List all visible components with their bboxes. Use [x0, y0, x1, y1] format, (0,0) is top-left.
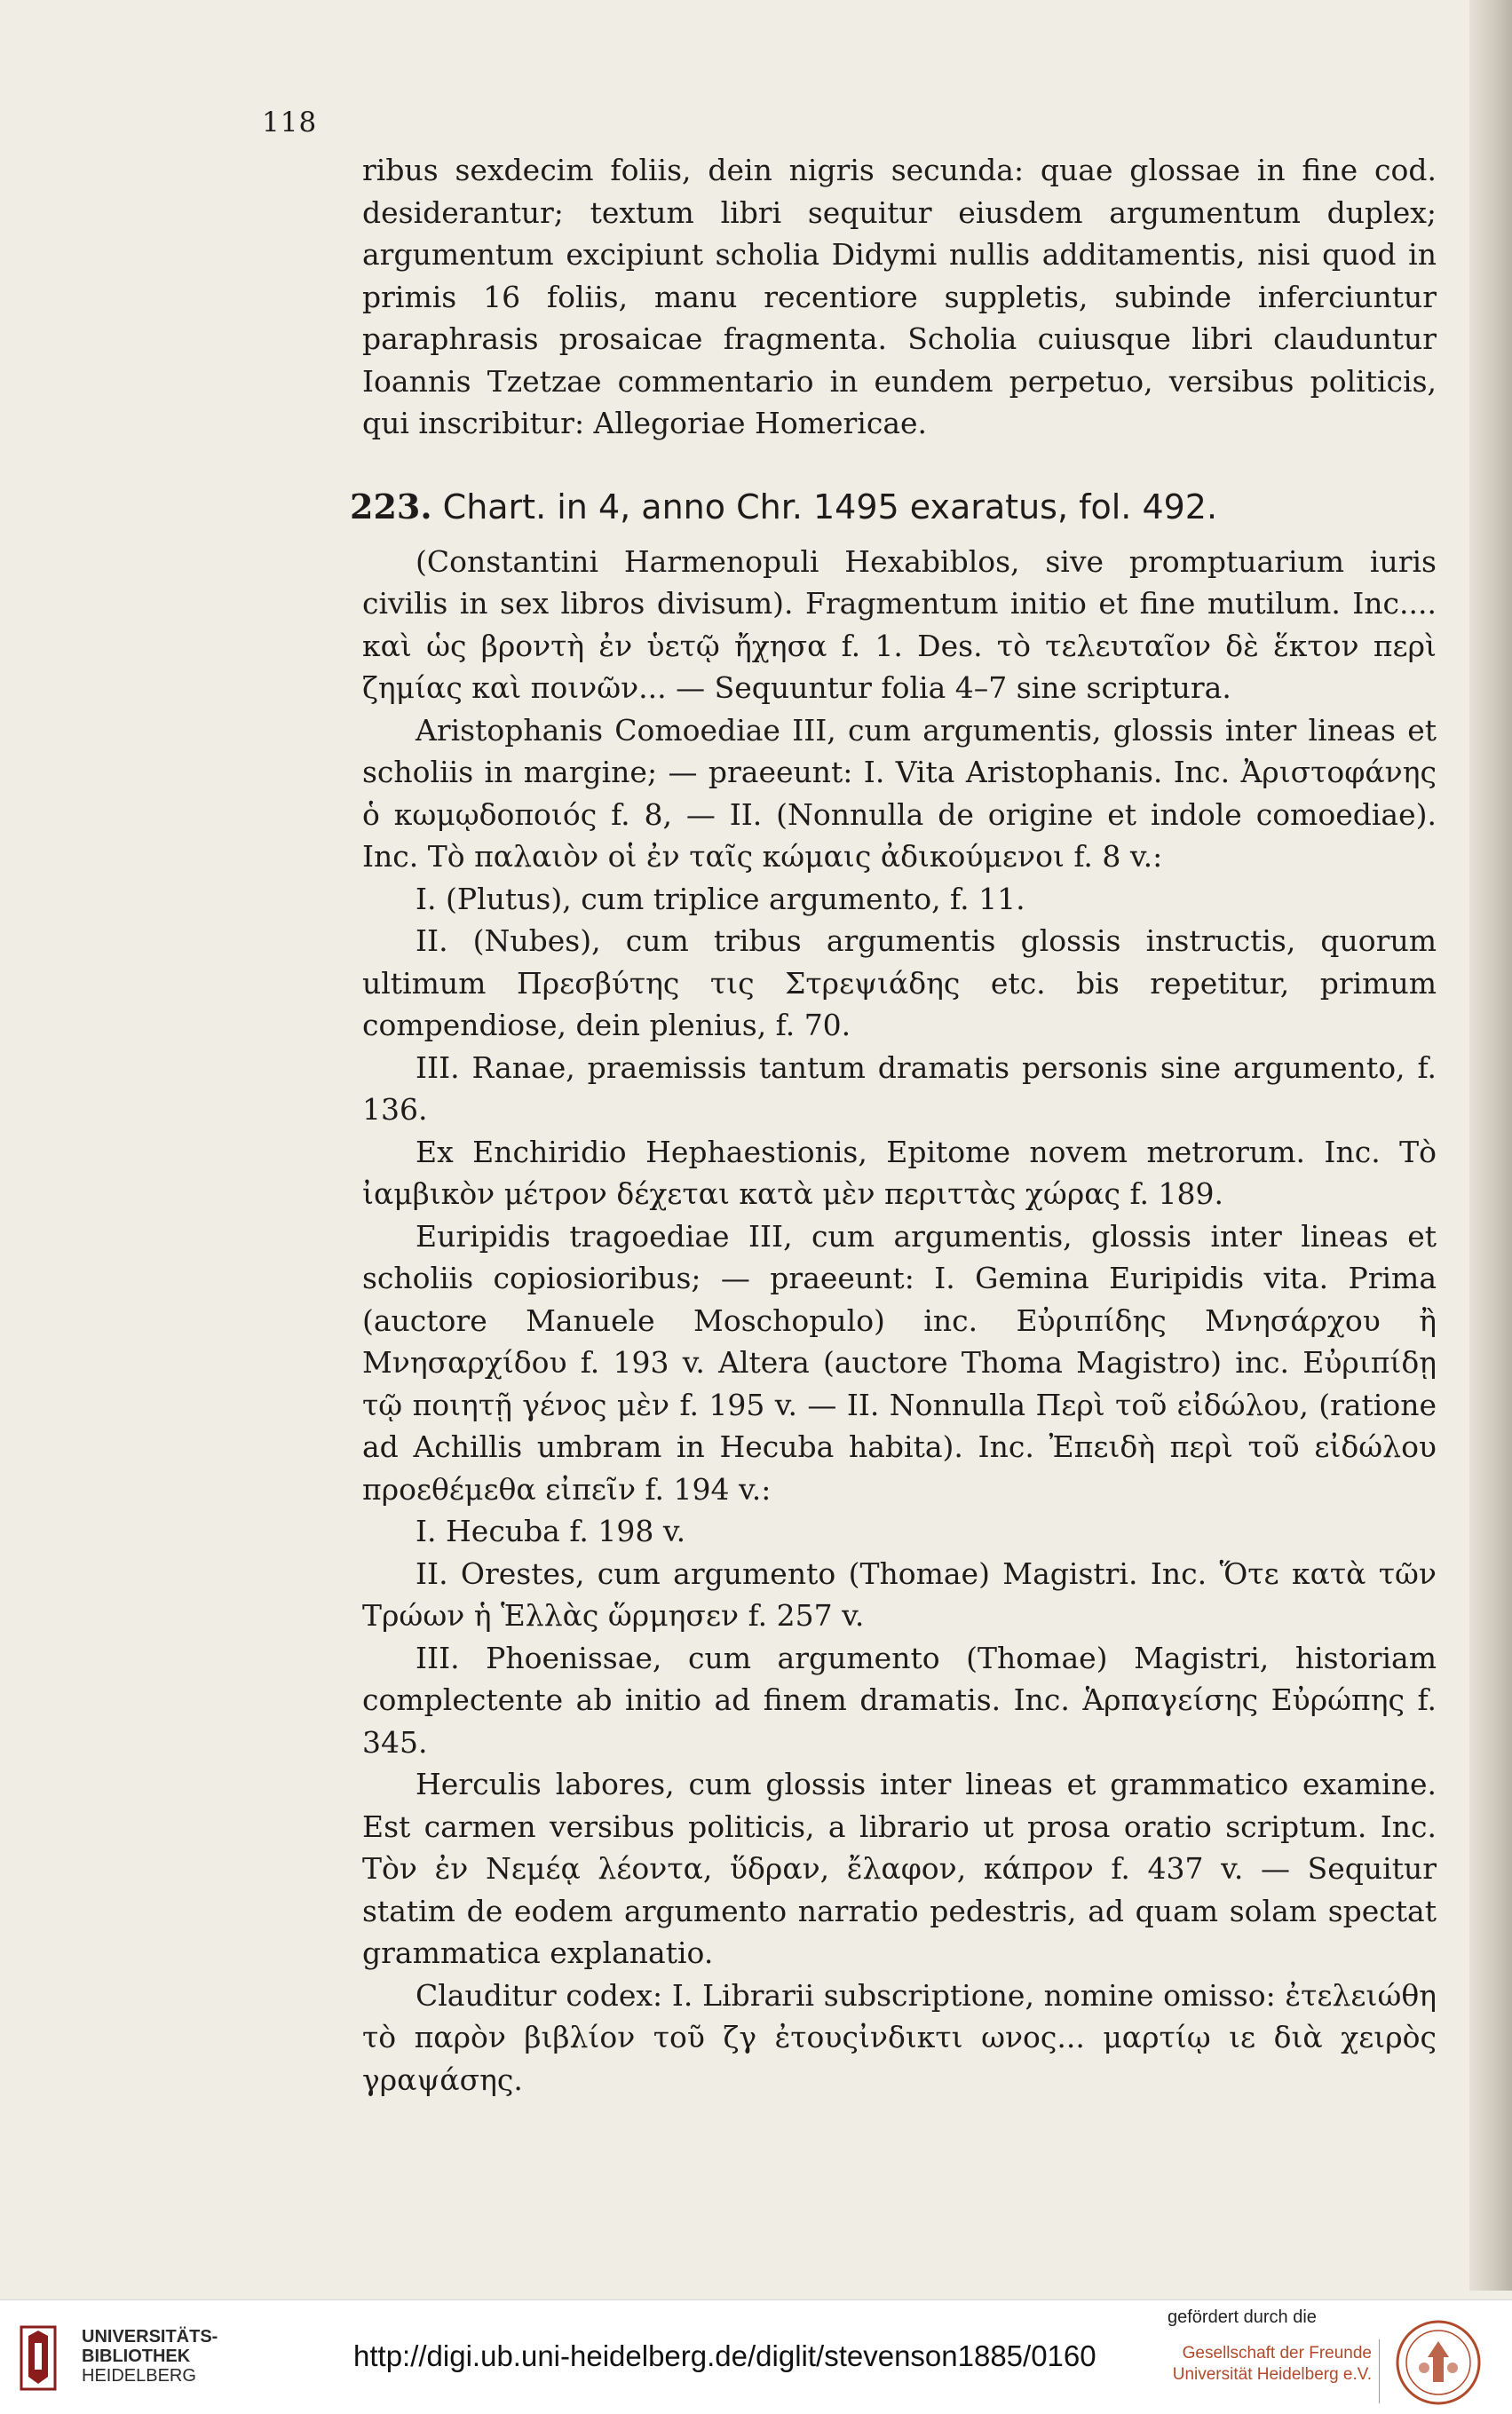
university-library-logo-icon: [20, 2323, 57, 2393]
paragraph-clauditur: Clauditur codex: I. Librarii subscriptione, nomine omisso: ἐτελειώθη τὸ παρὸν βιβλίον τοῦ ζγ ἐτουςἰνδικτι ωνος... μαρτίῳ ιε διὰ χειρὸς γραψάσης.: [362, 1977, 1437, 2097]
paragraph-ranae: III. Ranae, praemissis tantum dramatis personis sine argumento, f. 136.: [362, 1049, 1437, 1127]
paragraph-plutus: I. (Plutus), cum triplice argumento, f. 11.: [416, 881, 1025, 916]
paragraph-herculis: Herculis labores, cum glossis inter lineas et grammatico examine. Est carmen versibus politicis, a librario ut prosa oratio scriptum. Inc. Τὸν ἐν Νεμέᾳ λέοντα, ὕδραν, ἔλαφον, κάπρον f. 437 v. — Sequitur statim de eodem argumento narratio pedestris, ad quam solam spectat grammatica explanatio.: [362, 1767, 1437, 1970]
university-seal-icon: [1394, 2318, 1483, 2407]
entry-title: Chart. in 4, anno Chr. 1495 exaratus, fol. 492.: [442, 487, 1218, 526]
sponsor-label: gefördert durch die: [1168, 2307, 1317, 2327]
scan-page-edge: [1469, 0, 1512, 2291]
permalink-url[interactable]: http://digi.ub.uni-heidelberg.de/diglit/stevenson1885/0160: [353, 2339, 1096, 2372]
library-name: [82, 2327, 218, 2386]
paragraph-phoenissae: III. Phoenissae, cum argumento (Thomae) Magistri, historiam complectente ab initio ad finem dramatis. Inc. Ἁρπαγείσης Εὐρώπης f. 345.: [362, 1640, 1437, 1760]
sponsor-name-line2: Universität Heidelberg e.V.: [1172, 2365, 1372, 2384]
paragraph-hecuba: I. Hecuba f. 198 v.: [416, 1514, 686, 1548]
sponsor-name-line1: Gesellschaft der Freunde: [1182, 2344, 1372, 2363]
page-number: 118: [262, 107, 318, 139]
entry-heading: [350, 484, 1437, 530]
library-name-line3: HEIDELBERG: [82, 2366, 196, 2386]
paragraph-aristophanis: Aristophanis Comoediae III, cum argumentis, glossis inter lineas et scholiis in margine; — praeeunt: I. Vita Aristophanis. Inc. Ἀριστοφάνης ὁ κωμῳδοποιός f. 8, — II. (Nonnulla de origine et indole comoediae). Inc. Τὸ παλαιὸν οἱ ἐν ταῖς κώμαις ἀδικούμενοι f. 8 v.:: [362, 712, 1437, 874]
sponsor-name: [1168, 2343, 1372, 2386]
paragraph-orestes: II. Orestes, cum argumento (Thomae) Magistri. Inc. Ὅτε κατὰ τῶν Τρώων ἡ Ἑλλὰς ὥρμησεν f. 257 v.: [362, 1555, 1437, 1633]
paragraph-hephaestionis: Ex Enchiridio Hephaestionis, Epitome novem metrorum. Inc. Τὸ ἰαμβικὸν μέτρον δέχεται κατὰ μὲν περιττὰς χώρας f. 189.: [362, 1134, 1437, 1211]
catalogue-text: [350, 149, 1437, 2101]
paragraph-intro: ribus sexdecim foliis, dein nigris secunda: quae glossae in fine cod. desiderantur; textum libri sequitur eiusdem argumentum duplex; argumentum excipiunt scholia Didymi nullis additamentis, nisi quod in primis 16 foliis, manu recentiore suppletis, subinde inferciuntur paraphrasis prosaicae fragmenta. Scholia cuiusque libri clauduntur Ioannis Tzetzae commentario in eundem perpetuo, versibus politicis, qui inscribitur: Allegoriae Homericae.: [362, 153, 1437, 440]
entry-number: 223.: [350, 486, 432, 526]
paragraph-euripidis: Euripidis tragoediae III, cum argumentis, glossis inter lineas et scholiis copiosioribus; — praeeunt: I. Gemina Euripidis vita. Prima (auctore Manuele Moschopulo) inc. Εὐριπίδης Μνησάρχου ἢ Μνησαρχίδου f. 193 v. Altera (auctore Thoma Magistro) inc. Εὐριπίδῃ τῷ ποιητῇ γένος μὲν f. 195 v. — II. Nonnulla Περὶ τοῦ εἰδώλου, (ratione ad Achillis umbram in Hecuba habita). Inc. Ἐπειδὴ περὶ τοῦ εἰδώλου προεθέμεθα εἰπεῖν f. 194 v.:: [362, 1218, 1437, 1507]
footer-bar: [0, 2299, 1512, 2414]
paragraph-nubes: II. (Nubes), cum tribus argumentis glossis instructis, quorum ultimum Πρεσβύτης τις Στρεψιάδης etc. bis repetitur, primum compendiose, dein plenius, f. 70.: [362, 923, 1437, 1042]
library-name-line2: BIBLIOTHEK: [82, 2347, 191, 2366]
sponsor-divider: [1379, 2339, 1380, 2403]
library-name-line1: UNIVERSITÄTS-: [82, 2327, 218, 2347]
paragraph-constantini: (Constantini Harmenopuli Hexabiblos, sive promptuarium iuris civilis in sex libros divisum). Fragmentum initio et fine mutilum. Inc.... καὶ ὡς βροντὴ ἐν ὑετῷ ἤχησα f. 1. Des. τὸ τελευταῖον δὲ ἕκτον περὶ ζημίας καὶ ποινῶν... — Sequuntur folia 4–7 sine scriptura.: [362, 543, 1437, 705]
